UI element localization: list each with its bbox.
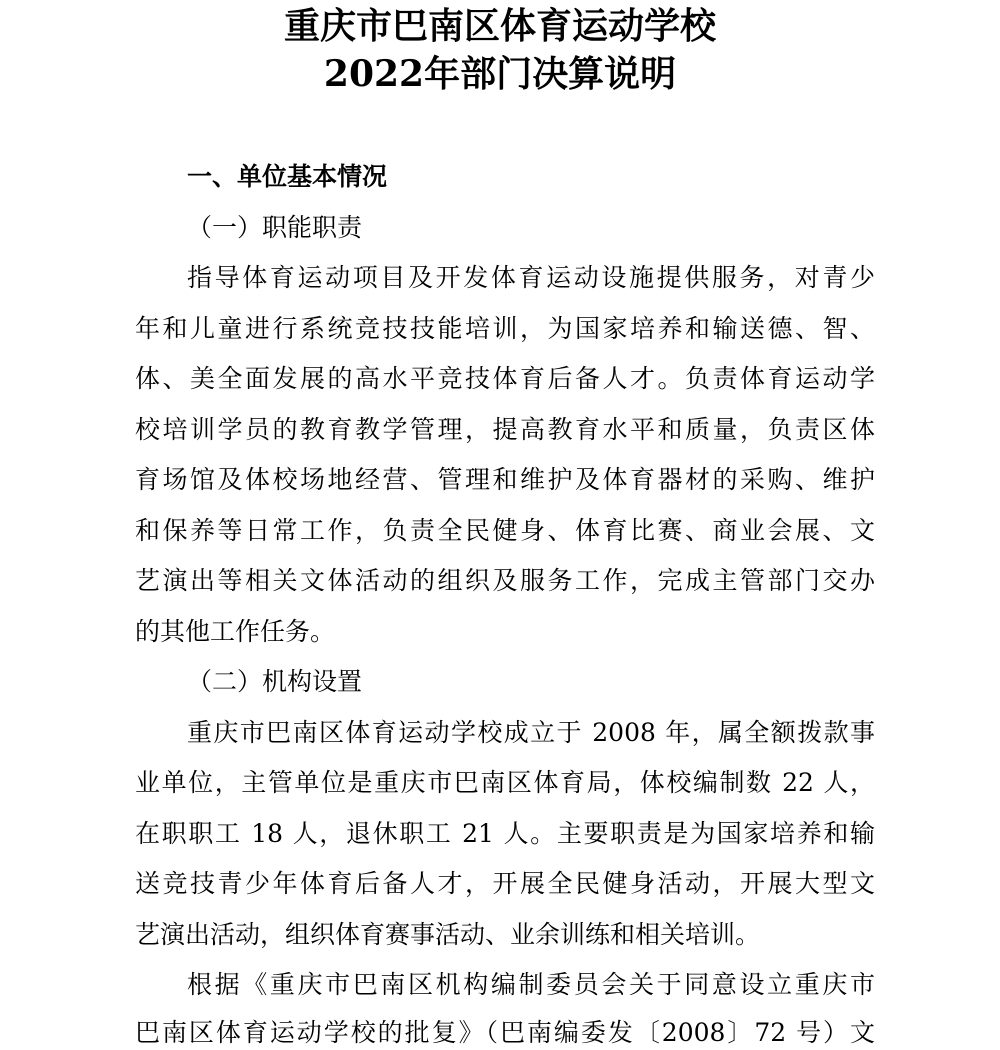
paragraph-line: 指导体育运动项目及开发体育运动设施提供服务，对青少 — [187, 263, 875, 292]
subsection-heading-organization: （二）机构设置 — [187, 667, 363, 696]
paragraph-line: 的其他工作任务。 — [135, 617, 336, 646]
subsection-heading-functions: （一）职能职责 — [187, 213, 363, 242]
paragraph-line: 在职职工 18 人，退休职工 21 人。主要职责是为国家培养和输 — [135, 819, 875, 848]
paragraph-line: 重庆市巴南区体育运动学校成立于 2008 年，属全额拨款事 — [187, 718, 875, 747]
section-heading-basic-info: 一、单位基本情况 — [187, 162, 388, 191]
paragraph-line: 业单位，主管单位是重庆市巴南区体育局，体校编制数 22 人， — [135, 768, 875, 797]
paragraph-line: 送竞技青少年体育后备人才，开展全民健身活动，开展大型文 — [135, 869, 875, 898]
paragraph-line: 校培训学员的教育教学管理，提高教育水平和质量，负责区体 — [135, 415, 875, 444]
paragraph-line: 艺演出活动，组织体育赛事活动、业余训练和相关培训。 — [135, 920, 761, 949]
paragraph-line: 年和儿童进行系统竞技技能培训，为国家培养和输送德、智、 — [135, 314, 875, 343]
paragraph-line: 巴南区体育运动学校的批复》（巴南编委发〔2008〕72 号）文 — [135, 1018, 875, 1047]
paragraph-line: 体、美全面发展的高水平竞技体育后备人才。负责体育运动学 — [135, 364, 875, 393]
document-title-line-1: 重庆市巴南区体育运动学校 — [283, 5, 716, 47]
paragraph-line: 育场馆及体校场地经营、管理和维护及体育器材的采购、维护 — [135, 465, 875, 494]
document-title-line-2: 2022年部门决算说明 — [323, 53, 677, 95]
paragraph-line: 艺演出等相关文体活动的组织及服务工作，完成主管部门交办 — [135, 566, 875, 595]
paragraph-line: 和保养等日常工作，负责全民健身、体育比赛、商业会展、文 — [135, 516, 875, 545]
paragraph-line: 根据《重庆市巴南区机构编制委员会关于同意设立重庆市 — [187, 970, 875, 999]
